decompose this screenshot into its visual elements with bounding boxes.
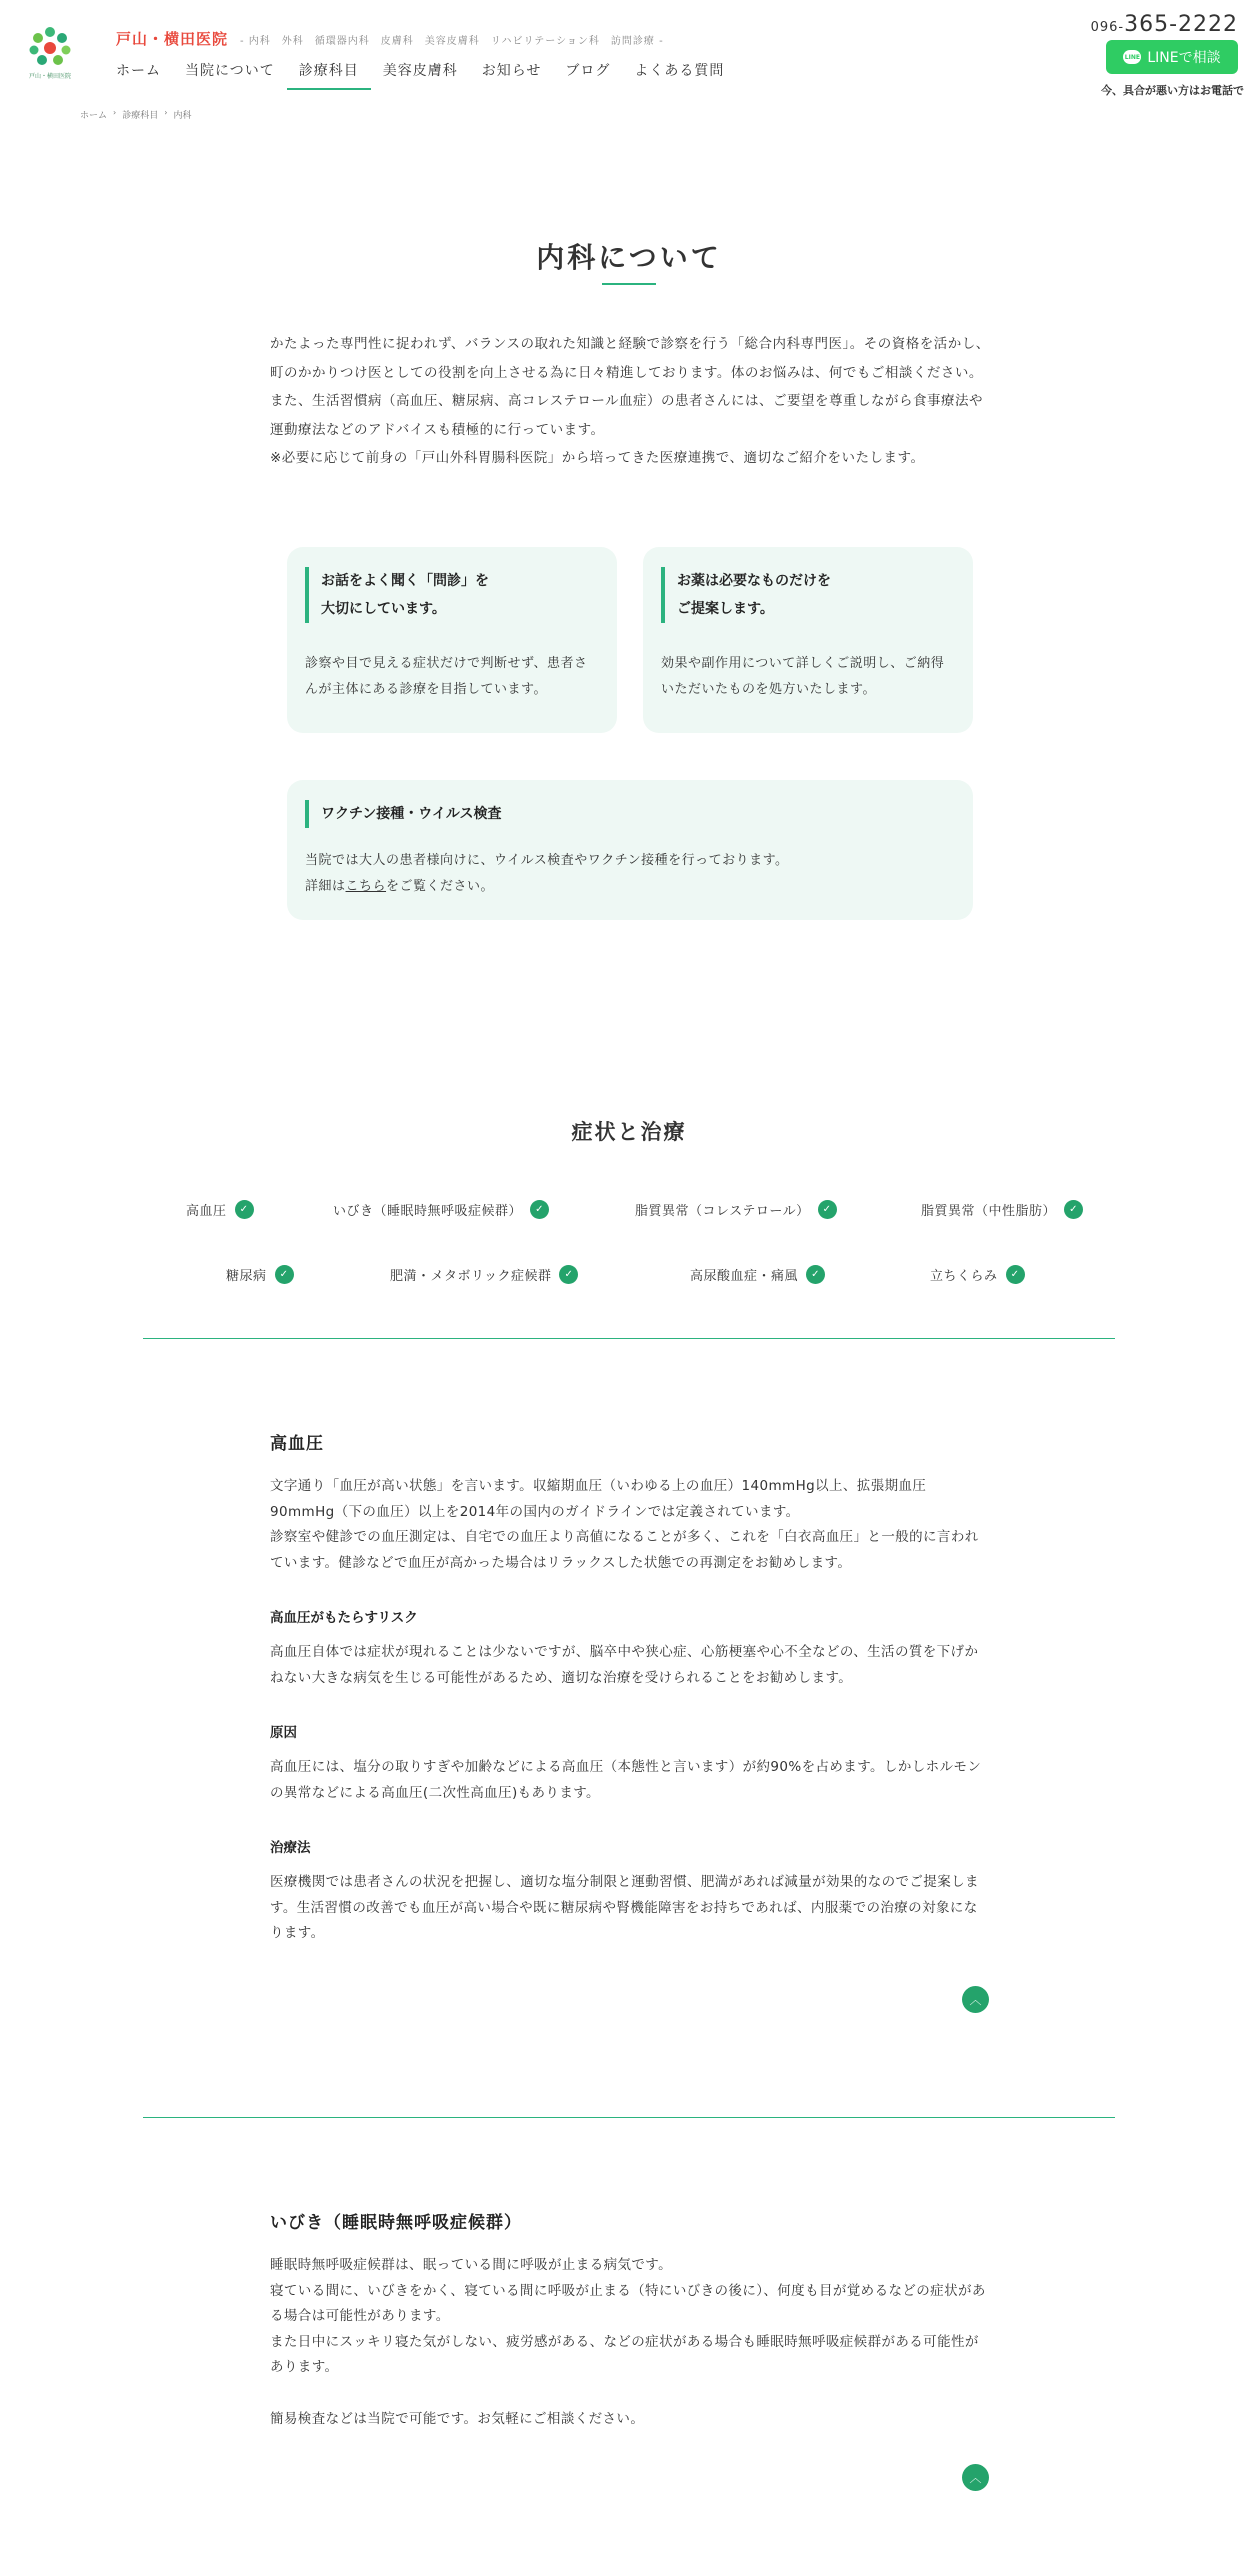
- symptom-link-snoring[interactable]: いびき（睡眠時無呼吸症候群） ✓: [333, 1200, 549, 1219]
- chevron-down-icon: ✓: [275, 1265, 294, 1284]
- symptoms-title: 症状と治療: [571, 1119, 687, 1144]
- section-text: 診察室や健診での血圧測定は、自宅での血圧より高値になることが多く、これを「白衣高血圧」と一般的に言われています。健診などで血圧が高かった場合はリラックスした状態での再測定をお勧めします。: [270, 1529, 979, 1571]
- back-to-top-button[interactable]: [962, 2464, 989, 2491]
- chevron-down-icon: ✓: [559, 1265, 578, 1284]
- page-title: 内科について: [536, 241, 722, 274]
- symptom-link-obesity[interactable]: 肥満・メタボリック症候群 ✓: [390, 1265, 578, 1284]
- breadcrumb-departments[interactable]: 診療科目: [122, 111, 159, 121]
- card-heading: ワクチン接種・ウイルス検査: [305, 800, 955, 828]
- chevron-down-icon: ✓: [530, 1200, 549, 1219]
- logo-text: 戸山・横田医院: [28, 73, 72, 80]
- title-underline: [602, 283, 656, 285]
- snoring-section: [270, 2208, 990, 2432]
- nav-cosmetic-dermatology[interactable]: 美容皮膚科: [382, 63, 458, 79]
- symptom-link-gout[interactable]: 高尿酸血症・痛風 ✓: [690, 1265, 825, 1284]
- vaccine-details-link[interactable]: こちら: [345, 879, 387, 894]
- nav-about[interactable]: 当院について: [185, 63, 275, 79]
- vaccine-card: [287, 780, 973, 920]
- section-divider: [143, 2117, 1115, 2118]
- symptom-link-dizziness[interactable]: 立ちくらみ ✓: [930, 1265, 1025, 1284]
- department-list: - 内科 外科 循環器内科 皮膚科 美容皮膚科 リハビリテーション科 訪問診療 -: [240, 36, 664, 47]
- feature-card-medication: [643, 547, 973, 733]
- intro-text: [270, 330, 990, 473]
- breadcrumb-current: 内科: [173, 111, 192, 121]
- intro-paragraph: かたよった専門性に捉われず、バランスの取れた知識と経験で診察を行う「総合内科専門医」。その資格を活かし、町のかかりつけ医としての役割を向上させる為に日々精進しております。体のお悩みは、何でもご相談ください。: [270, 336, 990, 381]
- section-heading: いびき（睡眠時無呼吸症候群）: [270, 2213, 522, 2233]
- feature-card-consultation: [287, 547, 617, 733]
- intro-paragraph: また、生活習慣病（高血圧、糖尿病、高コレステロール血症）の患者さんには、ご要望を尊重しながら食事療法や運動療法などのアドバイスも積極的に行っています。: [270, 393, 984, 438]
- section-text: 寝ている間に、いびきをかく、寝ている間に呼吸が止まる（特にいびきの後に）、何度も目が覚めるなどの症状がある場合は可能性があります。: [270, 2282, 986, 2324]
- section-text: 高血圧自体では症状が現れることは少ないですが、脳卒中や狭心症、心筋梗塞や心不全などの、生活の質を下げかねない大きな病気を生じる可能性があるため、適切な治療を受けられることをお勧めします。: [270, 1644, 979, 1686]
- nav-blog[interactable]: ブログ: [565, 63, 611, 79]
- nav-departments[interactable]: 診療科目: [287, 58, 371, 90]
- symptom-link-triglyceride[interactable]: 脂質異常（中性脂肪） ✓: [921, 1200, 1083, 1219]
- section-text: 文字通り「血圧が高い状態」を言います。収縮期血圧（いわゆる上の血圧）140mmHg以上、拡張期血圧90mmHg（下の血圧）以上を2014年の国内のガイドラインでは定義されています。: [270, 1478, 927, 1520]
- section-text: 高血圧には、塩分の取りすぎや加齢などによる高血圧（本態性と言います）が約90%を占めます。しかしホルモンの異常などによる高血圧(二次性高血圧)もあります。: [270, 1759, 982, 1801]
- card-heading: お薬は必要なものだけを ご提案します。: [661, 567, 955, 623]
- chevron-up-icon: ︿: [969, 2471, 982, 2485]
- nav-faq[interactable]: よくある質問: [634, 63, 725, 79]
- chevron-down-icon: ✓: [1006, 1265, 1025, 1284]
- clinic-name[interactable]: 戸山・横田医院: [116, 30, 229, 48]
- phone-note: 今、具合が悪い方はお電話で: [1101, 84, 1244, 97]
- section-text: また日中にスッキリ寝た気がしない、疲労感がある、などの症状がある場合も睡眠時無呼吸症候群がある可能性があります。: [270, 2333, 979, 2375]
- back-to-top-button[interactable]: [962, 1986, 989, 2013]
- subsection-heading: 治療法: [270, 1840, 311, 1856]
- chevron-right-icon: ›: [164, 108, 168, 117]
- clinic-logo[interactable]: [22, 22, 78, 84]
- chevron-down-icon: ✓: [235, 1200, 254, 1219]
- line-consult-button[interactable]: [1106, 40, 1238, 74]
- breadcrumb: [80, 108, 191, 121]
- main-nav: [104, 58, 736, 90]
- section-text: 睡眠時無呼吸症候群は、眠っている間に呼吸が止まる病気です。: [270, 2257, 673, 2273]
- chevron-up-icon: ︿: [969, 1993, 982, 2007]
- card-body: 当院では大人の患者様向けに、ウイルス検査やワクチン接種を行っております。 詳細はこちらをご覧ください。: [305, 853, 789, 894]
- section-heading: 高血圧: [270, 1434, 324, 1454]
- breadcrumb-home[interactable]: ホーム: [80, 111, 108, 121]
- card-heading: お話をよく聞く「問診」を 大切にしています。: [305, 567, 599, 623]
- chevron-right-icon: ›: [113, 108, 117, 117]
- section-divider: [143, 1338, 1115, 1339]
- symptom-link-hypertension[interactable]: 高血圧 ✓: [186, 1200, 254, 1219]
- hypertension-section: [270, 1429, 990, 1947]
- chevron-down-icon: ✓: [806, 1265, 825, 1284]
- subsection-heading: 原因: [270, 1725, 297, 1741]
- intro-paragraph: ※必要に応じて前身の「戸山外科胃腸科医院」から培ってきた医療連携で、適切なご紹介をいたします。: [270, 450, 925, 467]
- card-body: 効果や副作用について詳しくご説明し、ご納得いただいたものを処方いたします。: [661, 656, 945, 697]
- card-body: 診察や目で見える症状だけで判断せず、患者さんが主体にある診療を目指しています。: [305, 656, 588, 697]
- section-text: 簡易検査などは当院で可能です。お気軽にご相談ください。: [270, 2410, 645, 2427]
- nav-home[interactable]: ホーム: [116, 63, 161, 79]
- symptom-link-diabetes[interactable]: 糖尿病 ✓: [226, 1265, 294, 1284]
- chevron-down-icon: ✓: [1064, 1200, 1083, 1219]
- symptom-link-cholesterol[interactable]: 脂質異常（コレステロール） ✓: [635, 1200, 837, 1219]
- line-icon: LINE: [1123, 50, 1141, 64]
- phone-number[interactable]: 096-365-2222: [1090, 12, 1238, 37]
- nav-news[interactable]: お知らせ: [481, 63, 542, 79]
- line-button-label: LINEで相談: [1147, 50, 1221, 66]
- chevron-down-icon: ✓: [818, 1200, 837, 1219]
- subsection-heading: 高血圧がもたらすリスク: [270, 1610, 418, 1626]
- section-text: 医療機関では患者さんの状況を把握し、適切な塩分制限と運動習慣、肥満があれば減量が効果的なのでご提案します。生活習慣の改善でも血圧が高い場合や既に糖尿病や腎機能障害をお持ちであれば、内服薬での治療の対象になります。: [270, 1874, 979, 1941]
